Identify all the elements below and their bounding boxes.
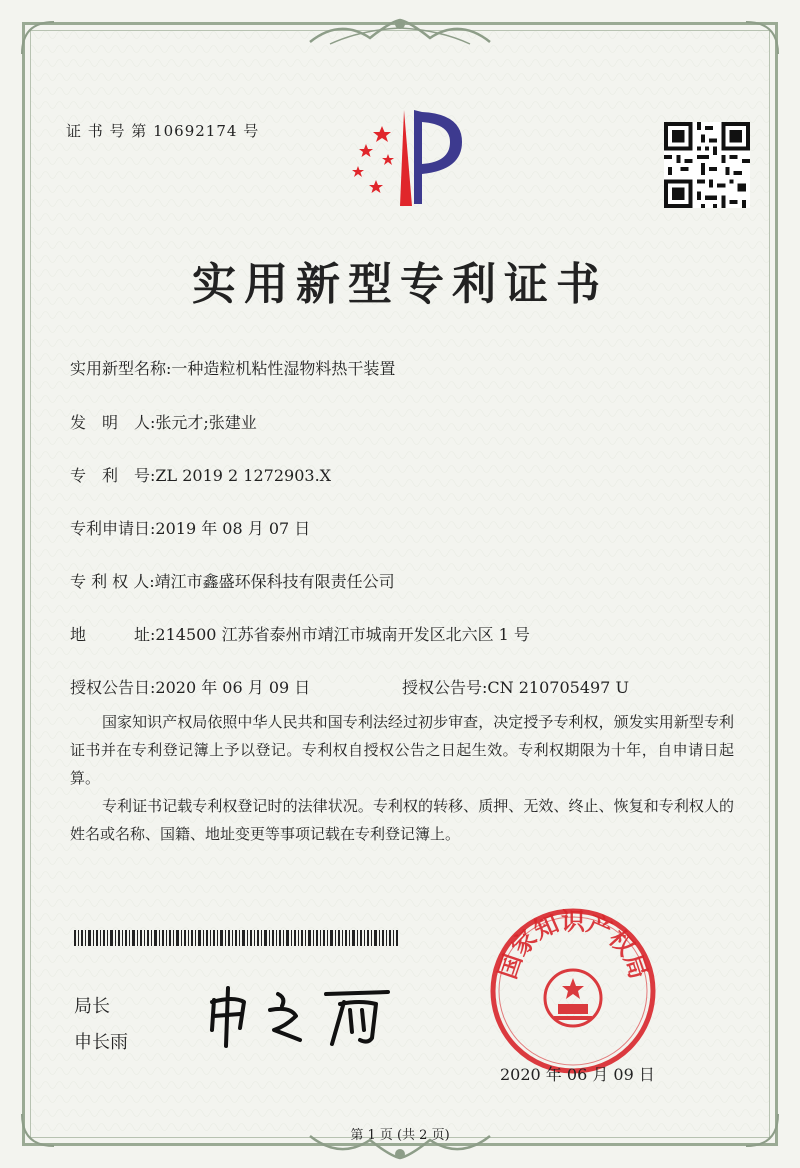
seal-text: 国家知识产权局 — [493, 907, 653, 983]
field-value: 214500 江苏省泰州市靖江市城南开发区北六区 1 号 — [155, 625, 530, 644]
field-label: 授权公告号: — [402, 678, 488, 697]
national-emblem-icon — [545, 970, 601, 1026]
field-value: 2020 年 06 月 09 日 — [155, 678, 311, 697]
field-grant-number — [402, 675, 629, 698]
field-patent-number — [70, 463, 331, 486]
field-value: 一种造粒机粘性湿物料热干装置 — [171, 359, 396, 378]
handwritten-signature — [200, 980, 400, 1050]
signatory-name: 申长雨 — [74, 1032, 128, 1053]
field-value: ZL 2019 2 1272903.X — [155, 466, 332, 485]
field-application-date — [70, 516, 310, 539]
field-inventor — [70, 410, 257, 433]
paragraph-grant: 国家知识产权局依照中华人民共和国专利法经过初步审查，决定授予专利权，颁发实用新型专利证书并在专利登记簿上予以登记。专利权自授权公告之日起生效。专利权期限为十年，自申请日起算。 — [70, 713, 734, 787]
field-label: 地 址: — [70, 625, 156, 644]
paragraph-legal-status: 专利证书记载专利权登记时的法律状况。专利权的转移、质押、无效、终止、恢复和专利权人的姓名或名称、国籍、地址变更等事项记载在专利登记簿上。 — [70, 797, 734, 843]
field-label: 专 利 权 人: — [70, 572, 155, 591]
barcode — [74, 930, 398, 946]
corner-ornament-top-left — [18, 18, 58, 58]
field-label: 发 明 人: — [70, 413, 156, 432]
page-number: 第 1 页 (共 2 页) — [350, 1128, 450, 1143]
field-value: 张元才;张建业 — [155, 413, 257, 432]
field-label: 实用新型名称: — [70, 359, 172, 378]
qr-code-icon — [664, 122, 750, 208]
signatory-title: 局长 — [74, 996, 110, 1017]
field-utility-model-name — [70, 356, 395, 379]
top-ornament — [300, 14, 500, 54]
field-patentee — [70, 569, 395, 592]
field-label: 专 利 号: — [70, 466, 156, 485]
field-grant-date — [70, 675, 310, 698]
cnipa-logo-icon — [340, 96, 470, 216]
field-value: CN 210705497 U — [487, 678, 629, 697]
corner-ornament-top-right — [742, 18, 782, 58]
seal-date: 2020 年 06 月 09 日 — [500, 1065, 655, 1084]
certificate-title: 实用新型专利证书 — [192, 259, 608, 310]
field-label: 授权公告日: — [70, 678, 156, 697]
field-address — [70, 622, 530, 645]
certificate-number: 证 书 号 第 10692174 号 — [66, 122, 260, 140]
field-label: 专利申请日: — [70, 519, 156, 538]
field-value: 靖江市鑫盛环保科技有限责任公司 — [154, 572, 395, 591]
field-value: 2019 年 08 月 07 日 — [155, 519, 311, 538]
official-seal — [488, 906, 658, 1076]
